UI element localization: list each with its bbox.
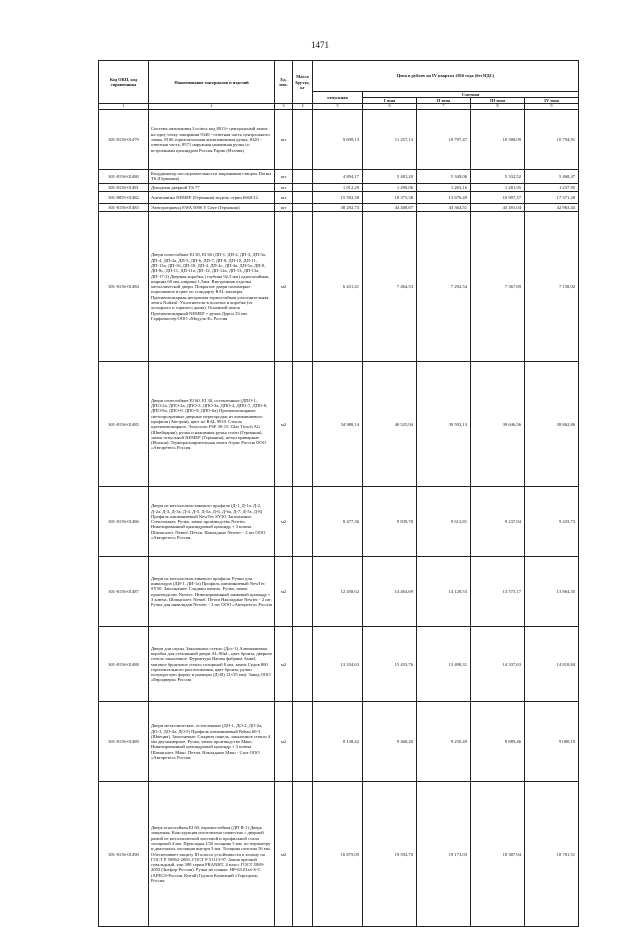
item-mass — [293, 212, 313, 362]
price-zone-3: 39 646,56 — [471, 362, 525, 487]
header-unit: Ед. изм. — [275, 61, 293, 104]
header-name: Наименование материалов и изделий — [149, 61, 275, 104]
item-unit: шт — [275, 191, 293, 203]
price-table — [98, 60, 579, 927]
item-description: Электропривод EWA 5000 Y Geze (Германия) — [149, 203, 275, 211]
column-number: 1 — [99, 104, 149, 110]
price-zone-4: 1 237,95 — [525, 183, 579, 191]
price-zone-2: 9 250,49 — [417, 702, 471, 782]
price-zone-2: 13 498,31 — [417, 627, 471, 702]
header-estimate: Сметная — [363, 92, 579, 98]
item-mass — [293, 203, 313, 211]
item-mass — [293, 702, 313, 782]
price-zone-4: 38 862,86 — [525, 362, 579, 487]
price-zone-2: 39 592,13 — [417, 362, 471, 487]
price-zone-4: 5 468,47 — [525, 170, 579, 184]
price-release: 6 431,41 — [313, 212, 363, 362]
item-code: 301-8156-01484 — [99, 212, 149, 362]
header-mass: Масса брутто, кг — [293, 61, 313, 104]
header-release: отпускная — [313, 92, 363, 104]
column-number: 8 — [471, 104, 525, 110]
item-code: 301-8156-01480 — [99, 170, 149, 184]
price-release: 16 875,05 — [313, 782, 363, 927]
column-number: 3 — [275, 104, 293, 110]
table-row — [99, 203, 579, 211]
price-zone-1: 7 464,53 — [363, 212, 417, 362]
item-unit: м2 — [275, 557, 293, 627]
item-description: Двери из металлопластикового профиля. Ручки для инвалидов (ДИ-1, ДИ-1а) Профиль алюминиевый NewTec SY50. Заполнение: Сэндвич панель. Ручка, замок производство Newtec. Никелированный замковый цилиндр + 3 ключа. Шпингалет. Nemef. Петли Накладные Newtec - 2 шт. Ручка для инвалидов Newtec - 2 шт ООО «Авторетел» Россия — [149, 557, 275, 627]
table-row — [99, 183, 579, 191]
item-mass — [293, 557, 313, 627]
price-zone-3: 1 281,95 — [471, 183, 525, 191]
item-mass — [293, 183, 313, 191]
price-release: 8 477,36 — [313, 487, 363, 557]
price-zone-4: 9 433,73 — [525, 487, 579, 557]
table-header — [99, 61, 579, 110]
item-description: Двери огнестойкие EI 30, EI 60 (ДП-1, ДП-2, ДП-3, ДП-3а, ДП-4, ДП-4а, ДП-5, ДП-6, ДП-7, ДП-8, ДП-10, ДП-11, ДП-13а, ДП-16, ДП-18, ДП-4, ДП-4с, ДП-4а, ДП-5а, ДП-8, ДП-8с, ДП-11, ДП-11а, ДП-12, ДП-12а, ДП-13, ДП-13а, ДП-17-2) Дверная коробка, (глубина 92,5 мм) однопотайная, ширина 60 мм, ширина 1,5мм. Внутренняя отделка металлической двери. Покрытие двери полимерно-порошковое в цвет по стандарту RAL палитры. Противопожарная негорючая термостойкая уплотнительная лента Nultasil. Уплотнители в полотне и коробке (от холодного и горячего дыма). Основной замок Противопожарный NEMEF + ручка Дорол 33 мм. Гарфомастер ООО «Модуль-Е» Россия — [149, 212, 275, 362]
price-zone-2: 5 349,06 — [417, 170, 471, 184]
price-zone-4: 18 781,51 — [525, 782, 579, 927]
price-zone-1: 14 464,69 — [363, 557, 417, 627]
price-release: 1 012,29 — [313, 183, 363, 191]
table-row — [99, 110, 579, 170]
item-unit: м2 — [275, 487, 293, 557]
item-description: Антипаника NEMEF (Германия) модель серии 6660/12 — [149, 191, 275, 203]
price-zone-4: 13 864,35 — [525, 557, 579, 627]
item-description: Система антипаника Locinox код 8013+ центральный замок на одну точку запирания 9346 - ответная часть центрального замка, 8106 горизонтальная антипаниковая ручка, 8320 - ответная часть, 8571 наружная нажимная ручка со встроенным цилиндром Россия Fapim (Италия) — [149, 110, 275, 170]
price-zone-1: 1 290,06 — [363, 183, 417, 191]
header-price-group: Цена в рублях на IV квартал 2016 года (без НДС) — [313, 61, 579, 92]
price-zone-3: 10 588,09 — [471, 110, 525, 170]
price-release: 4 894,17 — [313, 170, 363, 184]
price-zone-4: 7 158,02 — [525, 212, 579, 362]
item-unit: м2 — [275, 702, 293, 782]
table-row — [99, 212, 579, 362]
table-row — [99, 782, 579, 927]
price-zone-2: 43 364,51 — [417, 203, 471, 211]
table-row — [99, 170, 579, 184]
header-zone-3: III зона — [471, 98, 525, 104]
price-zone-4: 10 794,91 — [525, 110, 579, 170]
price-zone-3: 14 337,63 — [471, 627, 525, 702]
header-zone-2: II зона — [417, 98, 471, 104]
price-release: 38 292,73 — [313, 203, 363, 211]
item-unit: м2 — [275, 627, 293, 702]
price-zone-2: 7 292,54 — [417, 212, 471, 362]
price-zone-3: 18 387,94 — [471, 782, 525, 927]
price-zone-2: 13 676,49 — [417, 191, 471, 203]
table-row — [99, 627, 579, 702]
price-zone-3: 5 332,52 — [471, 170, 525, 184]
price-release: 12 458,62 — [313, 557, 363, 627]
item-mass — [293, 487, 313, 557]
price-zone-3: 43 491,04 — [471, 203, 525, 211]
item-code: 301-8855-01482 — [99, 191, 149, 203]
table-row — [99, 191, 579, 203]
column-number: 7 — [417, 104, 471, 110]
item-unit: м2 — [275, 782, 293, 927]
price-zone-4: 9 080,19 — [525, 702, 579, 782]
item-unit: шт — [275, 110, 293, 170]
item-mass — [293, 110, 313, 170]
price-release: 8 138,42 — [313, 702, 363, 782]
price-zone-3: 16 907,37 — [471, 191, 525, 203]
price-release: 34 988,14 — [313, 362, 363, 487]
table-body — [99, 110, 579, 927]
item-mass — [293, 627, 313, 702]
price-zone-1: 11 257,13 — [363, 110, 417, 170]
column-number: 5 — [313, 104, 363, 110]
price-zone-1: 44 408,87 — [363, 203, 417, 211]
price-zone-1: 9 468,20 — [363, 702, 417, 782]
table-row — [99, 487, 579, 557]
item-description: Дверь огнестойкая EI 60, взрывостойкая (ДП В-1) Дверь защитная. Конструкция изготовлена совместно с дверной рамой из металлической листовой и профильной стали толщиной 4 мм. Прокладка L50 толщина 5 мм, по периметру и диагонали, изоляция внутри 3 мм. Толщина полотна 56 мм. Обеспечивает защиту III класса устойчивости к взлому по ГОСТ Р 50862-2005, ГОСТ Р 51113-97. Замок врезной сувальдный, тип 388 серии FRANHT, 4 класс ГОСТ 5089-2003 (Зигфор-Россия). Ручка на планке. НР-63.01aх-S-С (АРЕСS-Россия, Китай) Группа Компаний «Торгпром» Россия — [149, 782, 275, 927]
item-code: 301-8156-01483 — [99, 203, 149, 211]
price-zone-3: 9 237,94 — [471, 487, 525, 557]
item-description: Двери металлические, остекленные (ДО-1, ДО-2, ДО-2а, ДО-3, ДО-4а, ДО-5) Профиль алюминиевый Rehau 60-3 (Швеция). Заполнение: Сэндвич панель, закаленное стекло 4 мм двухкамерное. Ручка, замок производство Мако. Никелированный цилиндровый цилиндр + 3 ключа. Шпингалет. Мако. Петли. Накладные Мако - 2 шт ООО «Авторетел» Россия — [149, 702, 275, 782]
item-code: 301-8156-01490 — [99, 782, 149, 927]
table-row — [99, 362, 579, 487]
price-zone-4: 42 963,43 — [525, 203, 579, 211]
column-number: 6 — [363, 104, 417, 110]
price-release: 15 592,30 — [313, 191, 363, 203]
price-release: 9 699,13 — [313, 110, 363, 170]
price-zone-3: 7 367,69 — [471, 212, 525, 362]
header-zone-4: IV зона — [525, 98, 579, 104]
price-release: 13 334,63 — [313, 627, 363, 702]
price-zone-2: 14 128,53 — [417, 557, 471, 627]
item-mass — [293, 362, 313, 487]
item-mass — [293, 191, 313, 203]
header-zone-1: I зона — [363, 98, 417, 104]
item-unit: шт — [275, 170, 293, 184]
item-description: Двери огнестойкие EI 60, EI 30, остекленные (ДПО-1, ДПО-2а, ДПО-2а, ДПО-3, ДПО-3а, ДПО-4, ДПО-7, ДПО-8, ДПО-8а, ДПО-9, ДПО-9, ДПО-6а) Противопожарные светопрозрачные дверные перегородки из алюминиевого профиля (Австрия), цвет по RAL 9010. Стекло противопожарное, Эльзоглас FSF 30-15. Glas Trösch AG (Швейцария), ручка и нажимная ручка стали (Германия), замок отпускной NEMEF (Германия), петли приварные (Италия). Терморасширительная лента Агрис Россия ООО «Авторетел» Россия — [149, 362, 275, 487]
item-unit: шт — [275, 183, 293, 191]
price-zone-1: 40 525,94 — [363, 362, 417, 487]
item-code: 301-8156-01486 — [99, 487, 149, 557]
price-zone-1: 15 453,76 — [363, 627, 417, 702]
price-zone-1: 19 592,70 — [363, 782, 417, 927]
column-number: 2 — [149, 104, 275, 110]
header-code: Код ОКП, код справочника — [99, 61, 149, 104]
item-code: 301-8156-01481 — [99, 183, 149, 191]
price-zone-2: 9 612,81 — [417, 487, 471, 557]
table-row — [99, 557, 579, 627]
price-zone-3: 8 889,46 — [471, 702, 525, 782]
item-mass — [293, 782, 313, 927]
item-unit: м2 — [275, 362, 293, 487]
item-description: Двери из металлопластикового профиля (Д-1, Д-1а, Д-2, Д-2а, Д-3, Д-3а, Д-4, Д-5, Д-5а, Д-6, Д-6а, Д-7, Д-7а, Д-8) Профиль алюминиевый NewTec SY50. Заполнение: Стеклопакет, Ручка, замок производство Newtec. Никелированный цилиндровый цилиндр + 3 ключа. Шпингалет. Nemef. Петли. Накладные Newtec - 2 шт ООО «Авторетел» Россия — [149, 487, 275, 557]
item-code: 301-8156-01487 — [99, 557, 149, 627]
price-zone-4: 17 371,28 — [525, 191, 579, 203]
price-zone-2: 1 263,16 — [417, 183, 471, 191]
page-number: 1471 — [311, 40, 329, 50]
column-number: 9 — [525, 104, 579, 110]
item-description: Координатор последовательности закрывания створок Dorma TS (Германия) — [149, 170, 275, 184]
item-code: 301-8156-01485 — [99, 362, 149, 487]
price-zone-3: 13 575,17 — [471, 557, 525, 627]
item-code: 301-8156-01479 — [99, 110, 149, 170]
item-code: 301-8156-01489 — [99, 702, 149, 782]
price-zone-1: 9 839,78 — [363, 487, 417, 557]
price-zone-1: 18 375,38 — [363, 191, 417, 203]
table-row — [99, 702, 579, 782]
item-description: Двери для сауны. Закаленное стекло (Дос-1) Алюминиевая коробка для стеклянной двери AL-80кL, цвет бронза, дверное стекло закаленное. Фурнитура Hatana фабрика Амвеl, матовое бронзовое стекло толщиной 8 мм, замок Седов 800 горизонтального расположения, цвет бронза, ручки полукруглую форму и размеры (Д×В) 13×55 мм). Завод ООО «Евродвери» Россия — [149, 627, 275, 702]
price-zone-1: 5 481,20 — [363, 170, 417, 184]
price-zone-2: 10 797,47 — [417, 110, 471, 170]
item-unit: м2 — [275, 212, 293, 362]
price-zone-2: 19 173,03 — [417, 782, 471, 927]
column-number: 4 — [293, 104, 313, 110]
item-code: 301-8156-01488 — [99, 627, 149, 702]
item-description: Доводчик дверной TS 77 — [149, 183, 275, 191]
price-zone-4: 14 818,84 — [525, 627, 579, 702]
item-unit: шт — [275, 203, 293, 211]
item-mass — [293, 170, 313, 184]
